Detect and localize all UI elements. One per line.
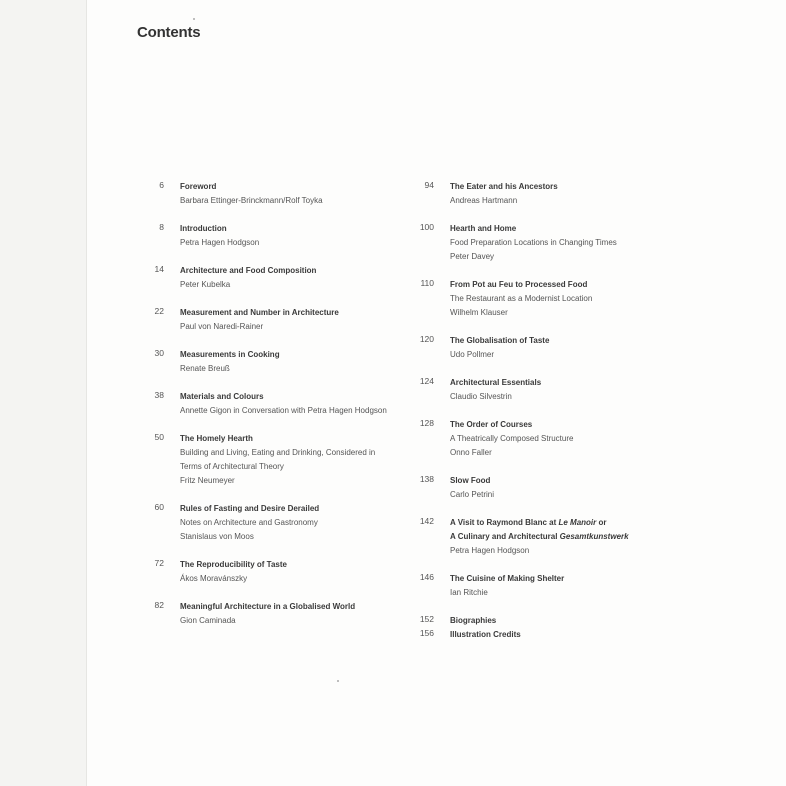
entry-title: The Homely Hearth — [180, 434, 253, 443]
entry-author: Peter Davey — [450, 252, 495, 261]
entry-subtitle: Building and Living, Eating and Drinking, Considered in — [180, 448, 376, 457]
page-number: 14 — [154, 264, 164, 274]
toc-entry[interactable] — [140, 432, 400, 488]
toc-entry[interactable] — [414, 180, 654, 208]
entry-author: Onno Faller — [450, 448, 492, 457]
entry-subtitle: A Theatrically Composed Structure — [450, 434, 574, 443]
toc-entry[interactable] — [414, 334, 654, 362]
entry-title: Architecture and Food Composition — [180, 266, 317, 275]
entry-author: Petra Hagen Hodgson — [450, 546, 530, 555]
entry-author: Andreas Hartmann — [450, 196, 518, 205]
page-number: 22 — [154, 306, 164, 316]
toc-entry[interactable] — [140, 222, 400, 250]
entry-author: Fritz Neumeyer — [180, 476, 235, 485]
entry-author: Claudio Silvestrin — [450, 392, 512, 401]
toc-entry[interactable] — [414, 474, 654, 502]
entry-title-line-1 — [450, 516, 654, 530]
page-number: 110 — [420, 278, 434, 288]
toc-left-column — [140, 180, 400, 642]
entry-title: The Eater and his Ancestors — [450, 182, 558, 191]
title-italic: Gesamtkunstwerk — [559, 532, 629, 541]
entry-title: Illustration Credits — [450, 630, 521, 639]
entry-title: The Reproducibility of Taste — [180, 560, 287, 569]
title-text: A Culinary and Architectural — [450, 532, 560, 541]
entry-title: Introduction — [180, 224, 227, 233]
title-text: A Visit to Raymond Blanc at — [450, 518, 559, 527]
page-number: 128 — [419, 418, 434, 428]
entry-author: Wilhelm Klauser — [450, 308, 508, 317]
entry-author: Carlo Petrini — [450, 490, 495, 499]
toc-entry[interactable] — [414, 418, 654, 460]
entry-author: Annette Gigon in Conversation with Petra Hagen Hodgson — [180, 406, 387, 415]
toc-entry[interactable] — [140, 180, 400, 208]
page-number: 8 — [159, 222, 164, 232]
entry-title: The Order of Courses — [450, 420, 533, 429]
paper-speck — [337, 680, 339, 682]
toc-entry[interactable] — [140, 502, 400, 544]
entry-title-line-2 — [450, 530, 654, 544]
page-number: 38 — [154, 390, 164, 400]
page-number: 146 — [419, 572, 434, 582]
toc-entry[interactable] — [140, 600, 400, 628]
page-number: 94 — [424, 180, 434, 190]
toc-right-column — [414, 180, 654, 642]
toc-entry[interactable] — [414, 516, 654, 558]
entry-title: The Cuisine of Making Shelter — [450, 574, 565, 583]
entry-title: Hearth and Home — [450, 224, 517, 233]
entry-subtitle: Notes on Architecture and Gastronomy — [180, 518, 318, 527]
toc-entry[interactable] — [414, 278, 654, 320]
entry-title: Measurement and Number in Architecture — [180, 308, 339, 317]
title-text: or — [596, 518, 607, 527]
page-number: 100 — [419, 222, 434, 232]
entry-author: Gion Caminada — [180, 616, 236, 625]
page-number: 82 — [154, 600, 164, 610]
toc-entry[interactable] — [414, 572, 654, 600]
entry-title: Architectural Essentials — [450, 378, 542, 387]
entry-title: Measurements in Cooking — [180, 350, 280, 359]
toc-entry[interactable] — [140, 264, 400, 292]
page-number: 60 — [154, 502, 164, 512]
entry-title: Biographies — [450, 616, 497, 625]
entry-title: Slow Food — [450, 476, 491, 485]
entry-title: From Pot au Feu to Processed Food — [450, 280, 588, 289]
page-number: 152 — [419, 614, 434, 624]
entry-title: Meaningful Architecture in a Globalised World — [180, 602, 356, 611]
toc-entry[interactable] — [140, 306, 400, 334]
entry-subtitle: The Restaurant as a Modernist Location — [450, 294, 593, 303]
entry-author: Petra Hagen Hodgson — [180, 238, 260, 247]
page-number: 156 — [419, 628, 434, 638]
entry-author: Ian Ritchie — [450, 588, 488, 597]
entry-subtitle: Terms of Architectural Theory — [180, 462, 284, 471]
toc-entry[interactable] — [140, 558, 400, 586]
entry-author: Ákos Moravánszky — [180, 574, 248, 583]
entry-author: Peter Kubelka — [180, 280, 231, 289]
page-number: 30 — [154, 348, 164, 358]
entry-title: Foreword — [180, 182, 217, 191]
page-number: 72 — [154, 558, 164, 568]
entry-title: Materials and Colours — [180, 392, 264, 401]
entry-title: Rules of Fasting and Desire Derailed — [180, 504, 320, 513]
entry-author: Renate Breuß — [180, 364, 230, 373]
entry-author: Paul von Naredi-Rainer — [180, 322, 264, 331]
entry-author: Udo Pollmer — [450, 350, 495, 359]
entry-author: Barbara Ettinger-Brinckmann/Rolf Toyka — [180, 196, 323, 205]
page-number: 124 — [419, 376, 434, 386]
toc-entry[interactable] — [414, 614, 654, 628]
paper-speck — [193, 18, 195, 20]
title-italic: Le Manoir — [558, 518, 597, 527]
toc-entry[interactable] — [414, 222, 654, 264]
toc-entry[interactable] — [140, 348, 400, 376]
page-title: Contents — [137, 24, 201, 41]
page-number: 138 — [419, 474, 434, 484]
entry-author: Stanislaus von Moos — [180, 532, 254, 541]
page-number: 142 — [419, 516, 434, 526]
toc-entry[interactable] — [140, 390, 400, 418]
entry-title: The Globalisation of Taste — [450, 336, 550, 345]
page-number: 6 — [159, 180, 164, 190]
page-number: 50 — [154, 432, 164, 442]
entry-subtitle: Food Preparation Locations in Changing Times — [450, 238, 617, 247]
toc-entry[interactable] — [414, 376, 654, 404]
page-number: 120 — [419, 334, 434, 344]
toc-entry[interactable] — [414, 628, 654, 642]
